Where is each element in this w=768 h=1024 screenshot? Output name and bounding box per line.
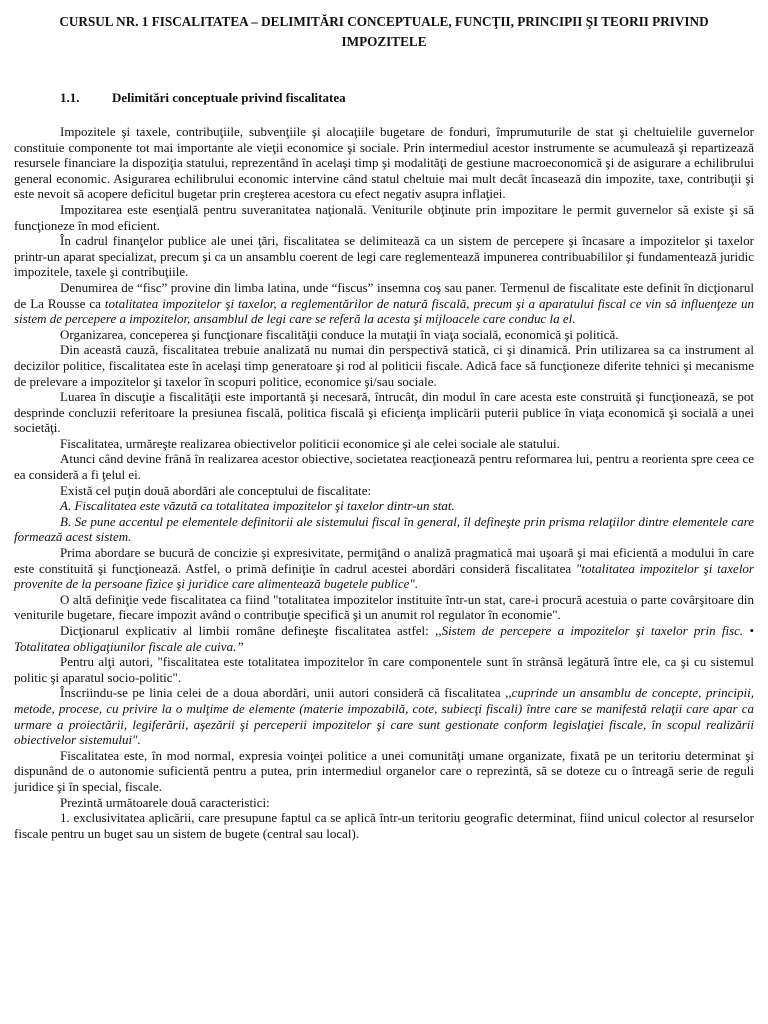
approach-b: B. Se pune accentul pe elementele definitorii ale sistemului fiscal în general, îl defineşte prin prisma relaţiilor dintre elementele care formează acest sistem. bbox=[14, 513, 754, 545]
paragraph: Din această cauză, fiscalitatea trebuie analizată nu numai din perspectivă statică, ci şi dinamică. Prin utilizarea sa ca instrument al decizilor politice, fiscalitatea este în acelaşi timp generatoare şi rod al politicii fiscale. Adică face să funcţioneze diferite tehnici şi mecanisme de prelevare a impozitelor şi taxelor în scopuri politice, economice şi/sau sociale. bbox=[14, 342, 754, 389]
paragraph: Impozitele şi taxele, contribuţiile, subvenţiile şi alocaţiile bugetare de fonduri, împrumuturile de stat şi cheltuielile guvernelor constituie componente tot mai importante ale vieţii economice şi sociale. Prin intermediul acestor instrumente se acumulează şi repartizează resursele financiare la dispoziţia statului, reprezentând în acelaşi timp şi modalităţi de gestiune macroeconomică şi de asigurare a echilibrului general economic. Asigurarea echilibrului economic intervine când statul cheltuie mai mult decât încasează din impozite, taxe, contribuţii şi este nevoit să acopere deficitul bugetar prin creşterea acestora cu efect negativ asupra inflaţiei. bbox=[14, 124, 754, 202]
italic-definition: ,,cuprinde un ansamblu de concepte, principii, metode, procese, cu privire la o mulţime de elemente (materie impozabilă, cote, subiecţi fiscali) între care se manifestă relaţii care apar ca urmare a proiectării, legiferării, aşezării şi perceperii impozitelor şi care sunt gestionate conform legislaţiei fiscale, în scopul realizării obiectivelor sistemului". bbox=[14, 685, 754, 748]
paragraph: Există cel puţin două abordări ale conceptului de fiscalitate: bbox=[60, 482, 372, 498]
course-title: CURSUL NR. 1 FISCALITATEA – DELIMITĂRI CONCEPTUALE, FUNCŢII, PRINCIPII ŞI TEORII PRIVIND IMPOZITELE bbox=[59, 14, 709, 49]
list-item: 1. exclusivitatea aplicării, care presupune faptul ca se aplică într-un teritoriu geografic determinat, fiind unicul colector al resurselor fiscale pentru un buget sau un sistem de bugete (central sau local). bbox=[14, 810, 754, 841]
section-number: 1.1. bbox=[60, 90, 80, 105]
italic-definition: "totalitatea impozitelor şi taxelor provenite de la persoane fizice şi juridice care alimentează bugetele publice". bbox=[14, 560, 754, 592]
paragraph: Fiscalitatea, urmăreşte realizarea obiectivelor politicii economice şi ale celei sociale ale statului. bbox=[60, 435, 560, 451]
paragraph: Înscriindu-se pe linia celei de a doua abordări, unii autori consideră că fiscalitatea ,,cuprinde un ansamblu de concepte, principii, metode, procese, cu privire la o mulţime de elemente (materie impozabilă, cote, subiecţi fiscali) între care se manifestă relaţii care apar ca urmare a proiectării, legiferării, aşezării şi perceperii impozitelor şi care sunt gestionate conform legislaţiei fiscale, în scopul realizării obiectivelor sistemului". bbox=[14, 685, 754, 748]
paragraph: Impozitarea este esenţială pentru suveranitatea naţională. Veniturile obţinute prin impozitare le permit guvernelor să existe şi să funcţioneze în mod eficient. bbox=[14, 201, 754, 233]
paragraph: Dicţionarul explicativ al limbii române defineşte fiscalitatea astfel: ,,Sistem de percepere a impozitelor şi taxelor prin fisc. • Totalitatea obligaţiunilor fiscale ale cuiva.” bbox=[14, 623, 754, 654]
paragraph: În cadrul finanţelor publice ale unei ţări, fiscalitatea se delimitează ca un sistem de percepere şi încasare a impozitelor şi taxelor printr-un aparat specializat, precum şi ca un ansamblu coerent de legi care reglementează impunerea contribuabililor şi fundamentează juridic impozitele, taxele şi contribuţiile. bbox=[14, 233, 754, 280]
paragraph: Denumirea de “fisc” provine din limba latina, unde “fiscus” insemna coş sau paner. Termenul de fiscalitate este definit în dicţionarul de La Rousse ca totalitatea impozitelor şi taxelor, a reglementărilor de natură fiscală, precum şi a aparatului fiscal ce vin să influenţeze un sistem de percepere a impozitelor, ansamblul de legi care se referă la acesta şi mijloacele care conduc la el. bbox=[14, 279, 754, 327]
approach-a: A. Fiscalitatea este văzută ca totalitatea impozitelor şi taxelor dintr-un stat. bbox=[60, 498, 455, 514]
paragraph: Pentru alţi autori, "fiscalitatea este totalitatea impozitelor în care componentele sunt în strânsă legătură între ele, ca şi cu sistemul politic şi aparatul socio-politic". bbox=[14, 654, 754, 685]
paragraph: Atunci când devine frână în realizarea acestor obiective, societatea reacţionează pentru reformarea lui, pentru a reorienta spre ceea ce ea consideră a fi ţelul ei. bbox=[14, 451, 754, 483]
paragraph: Organizarea, conceperea şi funcţionare fiscalităţii conduce la mutaţii în viaţa socială, economică şi politică. bbox=[60, 326, 619, 342]
italic-definition: ,,Sistem de percepere a impozitelor şi taxelor prin fisc. • Totalitatea obligaţiunilor fiscale ale cuiva.” bbox=[14, 623, 754, 654]
italic-definition: totalitatea impozitelor şi taxelor, a reglementărilor de natură fiscală, precum şi a aparatului fiscal ce vin să influenţeze un sistem de percepere a impozitelor, ansamblul de legi care se referă la acesta şi mijloacele care conduc la el. bbox=[14, 295, 754, 327]
paragraph: Prezintă următoarele două caracteristici: bbox=[60, 794, 270, 810]
section-heading bbox=[60, 90, 754, 106]
document-body bbox=[14, 124, 754, 841]
paragraph: Luarea în discuţie a fiscalităţii este importantă şi necesară, întrucât, din modul în care acesta este construită şi funcţionează, se pot desprinde concluzii referitoare la presiunea fiscală, politica fiscală şi eficienţa implicării puterii publice în viaţa economică şi socială a unei societăţi. bbox=[14, 389, 754, 436]
section-title: Delimitări conceptuale privind fiscalitatea bbox=[112, 90, 346, 105]
paragraph: Fiscalitatea este, în mod normal, expresia voinţei politice a unei comunităţi umane organizate, fixată pe un teritoriu determinat şi dispunând de o autonomie suficientă pentru a putea, prin intermediul organelor care o reprezintă, să se doteze cu o întreagă serie de reguli juridice şi în special, fiscale. bbox=[14, 747, 754, 794]
paragraph: Prima abordare se bucură de concizie şi expresivitate, permiţând o analiză pragmatică mai uşoară şi mai eficientă a modului în care este constituită şi funcţionează. Astfel, o primă definiţie în cadrul acestei abordări consideră fiscalitatea "totalitatea impozitelor şi taxelor provenite de la persoane fizice şi juridice care alimentează bugetele publice". bbox=[14, 545, 754, 592]
paragraph: O altă definiţie vede fiscalitatea ca fiind "totalitatea impozitelor instituite într-un stat, care-i procură acestuia o parte covârşitoare din veniturile bugetare, fiecare impozit având o contribuţie specifică şi un anumit rol regulator în economie". bbox=[14, 591, 754, 623]
